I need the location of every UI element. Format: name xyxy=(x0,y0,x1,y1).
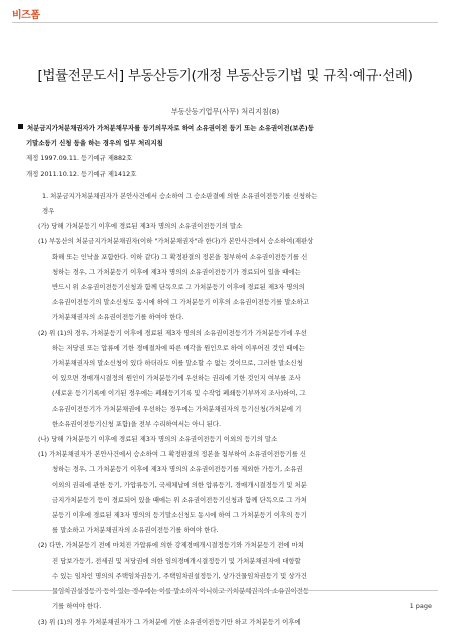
body-line: (1) 가처분채권자가 본안사건에서 승소하여 그 확정판결의 정본을 첨부하여 소유권이전등기를 신 xyxy=(38,450,307,459)
body-line: 반드시 위 소유권이전등기신청과 함께 단독으로 그 가처분등기 이후에 경료된 제3자 명의의 xyxy=(52,283,305,292)
body-line: (나) 당해 가처분등기 이후에 경료된 제3자 명의의 소유권이전등기 이외의 등기의 말소 xyxy=(38,435,278,444)
section-heading-continued: 기말소등기 신청 등을 하는 경우의 업무 처리지침 xyxy=(26,139,163,148)
body-line: 분등기 이후에 경료된 제3자 명의의 등기말소신청도 동시에 하여 그 가처분등기 이후의 등기 xyxy=(52,511,307,520)
document-body xyxy=(18,121,434,630)
body-line: 가처분채권자의 소유권이전등기를 하여야 한다. xyxy=(52,313,184,322)
square-bullet-icon xyxy=(18,124,23,129)
body-line: (가) 당해 가처분등기 이후에 경료된 제3자 명의의 소유권이전등기의 말소 xyxy=(38,222,243,231)
body-line: (1) 부동산의 처분금지가처분채권자(이하 "가처분채권자"라 한다)가 본안사건에서 승소하여(재판상 xyxy=(38,237,314,246)
body-line: 청하는 경우, 그 가처분등기 이후에 제3자 명의의 소유권이전등기가 경료되어 있을 때에는 xyxy=(52,267,301,276)
body-line: 이 있으면 경매개시결정의 원인이 가처분등기에 우선하는 권리에 기한 것인지 여부를 조사 xyxy=(52,374,301,383)
body-line: 경우 xyxy=(42,207,55,216)
body-line: 이외의 권리에 관한 등기, 가압류등기, 국세체납에 의한 압류등기, 경매개시결정등기 및 처분 xyxy=(52,480,307,489)
body-line: 를 말소하고 가처분채권자의 소유권이전등기를 하여야 한다. xyxy=(52,526,219,535)
body-line: (새로운 등기기록에 이기된 경우에는 폐쇄등기기록 및 수작업 폐쇄등기부까지 조사)하여, 그 xyxy=(52,389,306,398)
body-line: 진 담보가등기, 전세권 및 저당권에 의한 임의경매개시결정등기 및 가처분채권자에 대항할 xyxy=(52,556,301,565)
body-line: (2) 위 (1)의 경우, 가처분등기 이후에 경료된 제3자 명의의 소유권이전등기가 가처분등기에 우선 xyxy=(38,328,307,337)
body-line: (3) 위 (1)의 경우 가처분채권자가 그 가처분에 기한 소유권이전등기만 하고 가처분등기 이후에 xyxy=(38,617,301,626)
document-title: [법률전문도서] 부동산등기(개정 부동산등기법 및 규칙·예규·선례) xyxy=(37,68,413,84)
body-line: 청하는 경우, 그 가처분등기 이후에 제3자 명의의 소유권이전등기를 제외한 가등기, 소유권 xyxy=(52,465,303,474)
spacer xyxy=(18,182,434,189)
body-line: 기를 하여야 한다. xyxy=(52,602,102,611)
body-line: 가처분채권자의 말소신청이 있다 하더라도 이를 말소할 수 없는 것이므로, 그러한 말소신청 xyxy=(52,359,303,368)
footer-divider xyxy=(12,590,438,591)
body-lines xyxy=(18,189,434,630)
bizforms-logo: 비즈폼 xyxy=(12,10,40,21)
body-line: 화해 또는 인낙을 포함한다. 이하 같다) 그 확정판결의 정본을 첨부하여 소유권이전등기를 신 xyxy=(52,252,308,261)
body-line: 소유권이전등기가 가처분채권에 우선하는 경우에는 가처분채권자의 등기신청(가처분에 기 xyxy=(52,404,302,413)
body-line: 금지가처분등기 등이 경료되어 있을 때에는 위 소유권이전등기신청과 함께 단독으로 그 가처 xyxy=(52,495,307,504)
document-subtitle: 부동산등기업무(사무) 처리지침(8) xyxy=(170,107,280,116)
section-heading: 처분금지가처분채권자가 가처분채무자를 등기의무자로 하여 소유권이전 등기 또는 소유권이전(보존)등 xyxy=(18,121,434,136)
header-divider xyxy=(12,22,438,23)
enacted-line: 제정 1997.09.11. 등기예규 제882호 xyxy=(26,154,133,163)
body-line: 수 있는 임차인 명의의 주택임차권등기, 주택임차권설정등기, 상가건물임차권등기 및 상가건 xyxy=(52,571,307,580)
body-line: 하는 저당권 또는 압류에 기한 경매절차에 따른 매각을 원인으로 하여 이루어진 것인 때에는 xyxy=(52,343,305,352)
body-line: 물임차권설정등기 등이 있는 경우에는 이를 말소하지 아니하고 가처분채권자의 소유권이전등 xyxy=(52,587,310,596)
page-number: 1 page xyxy=(409,602,432,610)
revised-line: 개정 2011.10.12. 등기예규 제1412호 xyxy=(26,169,137,178)
body-line: 소유권이전등기의 말소신청도 동시에 하여 그 가처분등기 이후의 소유권이전등기를 말소하고 xyxy=(52,298,310,307)
body-line: (2) 다만, 가처분등기 전에 마쳐진 가압류에 의한 강제경매개시결정등기와 가처분등기 전에 마쳐 xyxy=(38,541,304,550)
body-line: 한소유권이전등기신청 포함)을 전부 수리하여서는 아니 된다. xyxy=(52,419,222,428)
body-line: 1. 처분금지가처분채권자가 본안사건에서 승소하여 그 승소판결에 의한 소유권이전등기를 신청하는 xyxy=(42,191,318,200)
